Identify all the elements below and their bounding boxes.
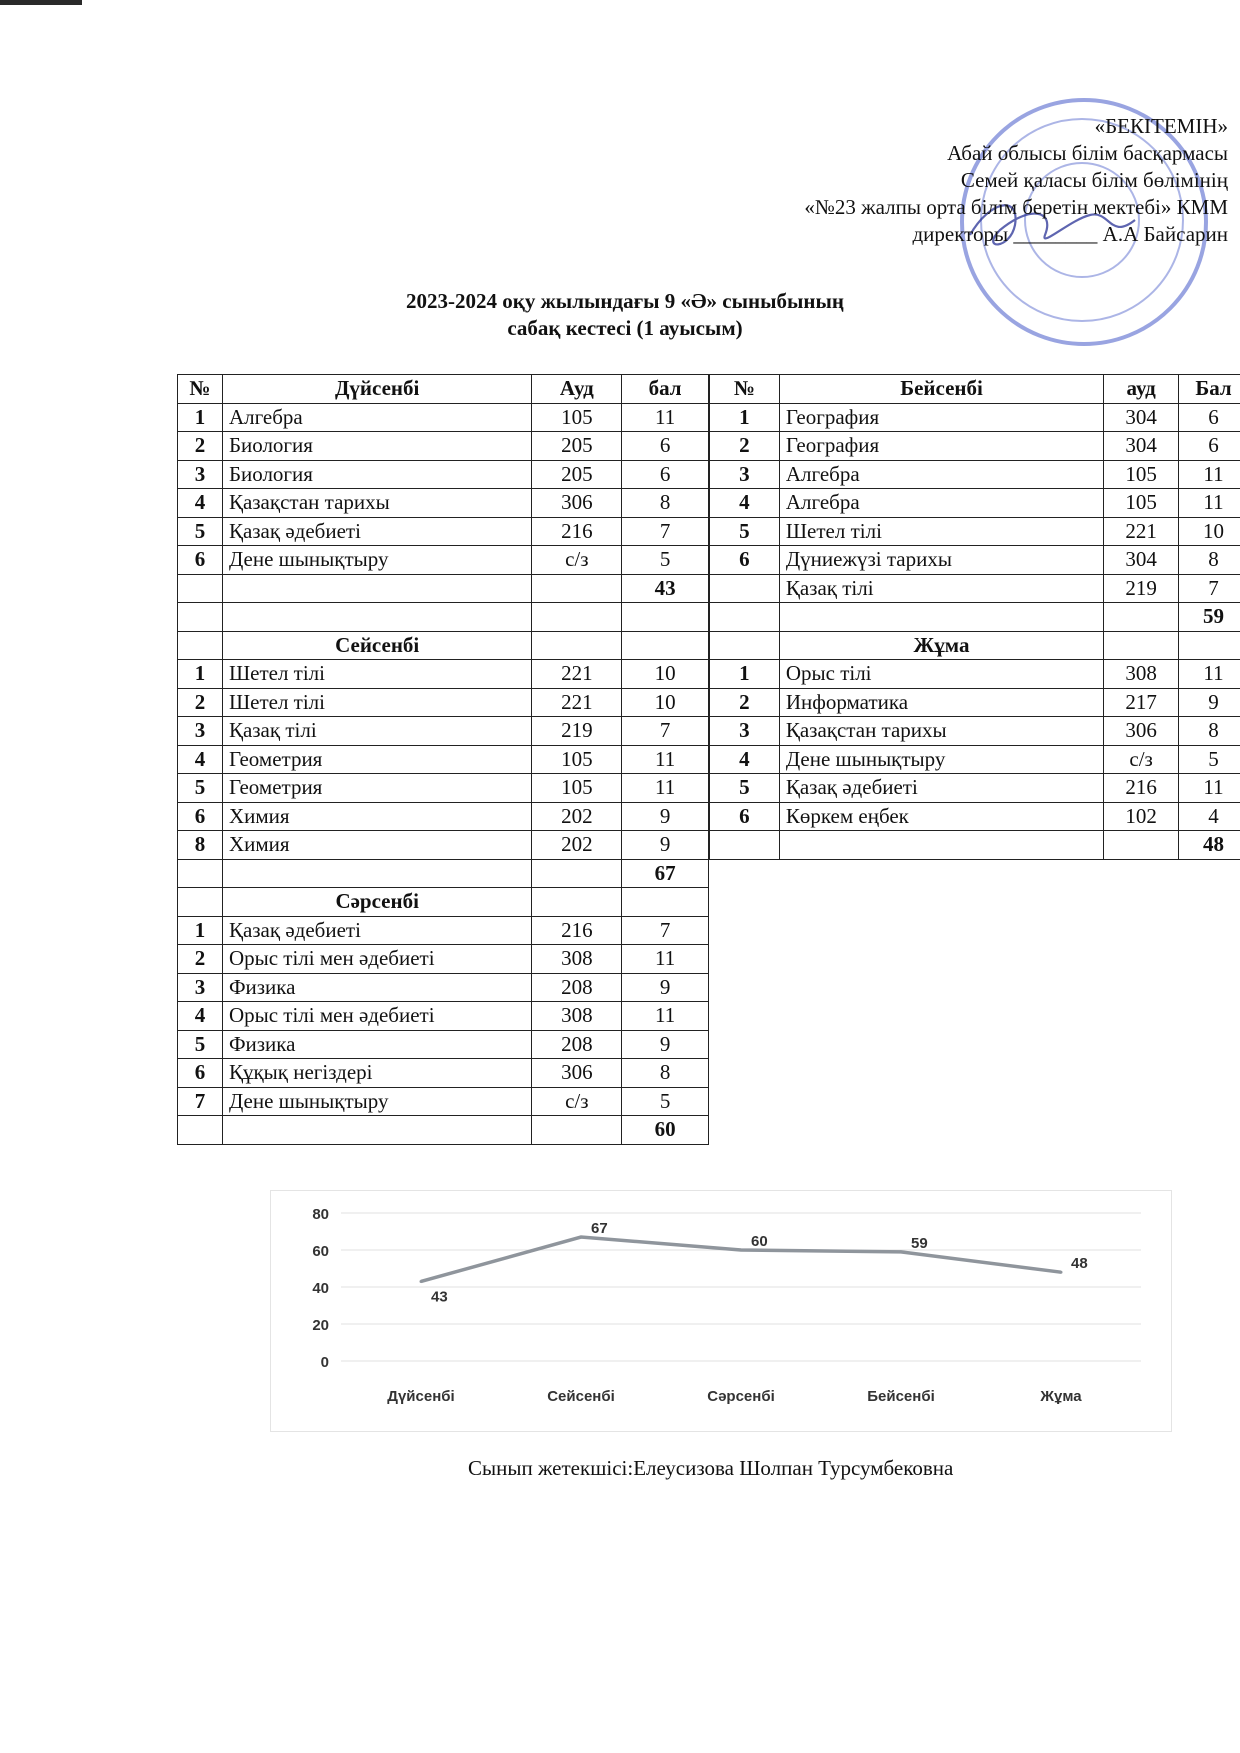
- lesson-number: 2: [178, 688, 223, 717]
- lesson-number: 1: [178, 660, 223, 689]
- empty-cell: [1104, 631, 1179, 660]
- lesson-row: [710, 403, 1240, 432]
- lesson-subject: Химия: [222, 802, 532, 831]
- empty-cell: [779, 603, 1103, 632]
- lesson-subject: Физика: [222, 973, 532, 1002]
- lesson-score: 9: [622, 1030, 709, 1059]
- column-header: Бал: [1179, 375, 1240, 404]
- lesson-row: [178, 489, 709, 518]
- lesson-score: 4: [1179, 802, 1240, 831]
- lesson-number: 6: [178, 546, 223, 575]
- day-total-score: 59: [1179, 603, 1240, 632]
- lesson-row: [178, 432, 709, 461]
- column-header: Дүйсенбі: [222, 375, 532, 404]
- empty-cell: [532, 1116, 622, 1145]
- lesson-subject: Дүниежүзі тарихы: [779, 546, 1103, 575]
- lesson-score: 10: [622, 660, 709, 689]
- lesson-subject: География: [779, 403, 1103, 432]
- lesson-score: 11: [622, 403, 709, 432]
- lesson-row: [178, 1002, 709, 1031]
- lesson-number: 2: [178, 945, 223, 974]
- day-total-score: 43: [622, 574, 709, 603]
- lesson-subject: Қазақ әдебиеті: [779, 774, 1103, 803]
- lesson-score: 7: [622, 717, 709, 746]
- lesson-subject: Алгебра: [779, 460, 1103, 489]
- lesson-number: 5: [710, 774, 780, 803]
- lesson-subject: Қазақстан тарихы: [779, 717, 1103, 746]
- column-header: Бейсенбі: [779, 375, 1103, 404]
- x-tick-label: Сейсенбі: [547, 1388, 615, 1405]
- lesson-room: 308: [1104, 660, 1179, 689]
- lesson-room: 102: [1104, 802, 1179, 831]
- data-label: 48: [1071, 1255, 1088, 1273]
- empty-cell: [622, 603, 709, 632]
- empty-cell: [622, 631, 709, 660]
- lesson-room: 306: [532, 1059, 622, 1088]
- lesson-row: [710, 774, 1240, 803]
- day-header-row: [178, 631, 709, 660]
- schedule-table-left: [177, 374, 709, 1145]
- lesson-number: 3: [710, 717, 780, 746]
- lesson-number: 2: [710, 688, 780, 717]
- lesson-subject: Дене шынықтыру: [222, 1087, 532, 1116]
- lesson-row: [710, 489, 1240, 518]
- lesson-score: 9: [622, 831, 709, 860]
- data-point: [1060, 1271, 1063, 1274]
- document-title: 2023-2024 оқу жылындағы 9 «Ә» сыныбының: [405, 289, 845, 313]
- lesson-room: 208: [532, 973, 622, 1002]
- lesson-room: 304: [1104, 432, 1179, 461]
- empty-cell: [178, 859, 223, 888]
- column-header: бал: [622, 375, 709, 404]
- empty-cell: [622, 888, 709, 917]
- lesson-subject: Дене шынықтыру: [222, 546, 532, 575]
- empty-cell: [532, 888, 622, 917]
- lesson-score: 11: [622, 945, 709, 974]
- lesson-room: 216: [532, 916, 622, 945]
- lesson-row: [178, 1087, 709, 1116]
- lesson-number: [710, 574, 780, 603]
- empty-cell: [222, 574, 532, 603]
- day-total-score: 48: [1179, 831, 1240, 860]
- lesson-room: 308: [532, 1002, 622, 1031]
- lesson-number: 6: [710, 546, 780, 575]
- lesson-number: 1: [178, 916, 223, 945]
- column-header: №: [178, 375, 223, 404]
- lesson-row: [178, 517, 709, 546]
- empty-cell: [1104, 831, 1179, 860]
- lesson-room: 306: [532, 489, 622, 518]
- lesson-score: 9: [622, 802, 709, 831]
- day-total-row: [178, 859, 709, 888]
- lesson-room: 217: [1104, 688, 1179, 717]
- lesson-score: 8: [622, 1059, 709, 1088]
- lesson-row: [178, 774, 709, 803]
- lesson-room: 308: [532, 945, 622, 974]
- day-total-row: [178, 574, 709, 603]
- lesson-number: 6: [178, 802, 223, 831]
- day-header-row: [178, 888, 709, 917]
- data-point: [420, 1280, 423, 1283]
- lesson-number: 4: [178, 489, 223, 518]
- lesson-number: 6: [710, 802, 780, 831]
- data-label: 59: [911, 1234, 928, 1252]
- lesson-room: 105: [532, 403, 622, 432]
- approval-department: Абай облысы білім басқармасы: [947, 141, 1228, 165]
- daily-load-line-chart: [270, 1190, 1172, 1432]
- approval-school: «№23 жалпы орта білім беретін мектебі» КММ: [804, 195, 1228, 219]
- lesson-room: 105: [532, 774, 622, 803]
- lesson-subject: Биология: [222, 432, 532, 461]
- lesson-score: 6: [1179, 432, 1240, 461]
- lesson-subject: Биология: [222, 460, 532, 489]
- column-header: №: [710, 375, 780, 404]
- empty-cell: [779, 831, 1103, 860]
- x-tick-label: Жұма: [1040, 1388, 1082, 1405]
- schedule-table-right: [709, 374, 1240, 860]
- lesson-score: 10: [622, 688, 709, 717]
- empty-cell: [178, 603, 223, 632]
- day-total-score: 67: [622, 859, 709, 888]
- lesson-room: с/з: [532, 1087, 622, 1116]
- empty-cell: [1104, 603, 1179, 632]
- lesson-room: 219: [1104, 574, 1179, 603]
- empty-cell: [222, 859, 532, 888]
- lesson-score: 11: [1179, 774, 1240, 803]
- y-tick-label: 80: [312, 1206, 329, 1223]
- column-header: ауд: [1104, 375, 1179, 404]
- lesson-number: 2: [710, 432, 780, 461]
- lesson-room: 304: [1104, 403, 1179, 432]
- y-tick-label: 40: [312, 1280, 329, 1297]
- lesson-number: 5: [178, 774, 223, 803]
- lesson-number: 4: [178, 1002, 223, 1031]
- lesson-subject: Алгебра: [222, 403, 532, 432]
- lesson-row: [178, 660, 709, 689]
- lesson-subject: Шетел тілі: [779, 517, 1103, 546]
- lesson-subject: Орыс тілі мен әдебиеті: [222, 945, 532, 974]
- empty-cell: [710, 831, 780, 860]
- lesson-room: 105: [532, 745, 622, 774]
- day-total-row: [710, 603, 1240, 632]
- empty-cell: [1179, 631, 1240, 660]
- lesson-score: 6: [622, 432, 709, 461]
- approval-director: директоры ________ А.А Байсарин: [912, 222, 1228, 246]
- lesson-row: [178, 1059, 709, 1088]
- approval-heading: «БЕКІТЕМІН»: [1094, 114, 1228, 138]
- empty-cell: [178, 888, 223, 917]
- x-tick-label: Дүйсенбі: [387, 1388, 455, 1405]
- lesson-score: 6: [1179, 403, 1240, 432]
- lesson-row: [710, 745, 1240, 774]
- lesson-subject: Шетел тілі: [222, 688, 532, 717]
- lesson-row: [710, 517, 1240, 546]
- day-name: Сәрсенбі: [222, 888, 532, 917]
- data-label: 67: [591, 1220, 608, 1238]
- lesson-room: 221: [532, 688, 622, 717]
- lesson-row: [178, 1030, 709, 1059]
- lesson-subject: География: [779, 432, 1103, 461]
- series-line: [421, 1234, 1061, 1281]
- y-tick-label: 0: [320, 1354, 329, 1371]
- lesson-number: 2: [178, 432, 223, 461]
- empty-cell: [222, 1116, 532, 1145]
- lesson-number: 3: [178, 717, 223, 746]
- lesson-subject: Дене шынықтыру: [779, 745, 1103, 774]
- lesson-row: [178, 460, 709, 489]
- lesson-row: [178, 945, 709, 974]
- lesson-subject: Қазақ тілі: [222, 717, 532, 746]
- approval-block: [804, 113, 1228, 248]
- lesson-subject: Қазақ әдебиеті: [222, 517, 532, 546]
- lesson-number: 4: [710, 489, 780, 518]
- lesson-number: 4: [710, 745, 780, 774]
- lesson-score: 5: [622, 546, 709, 575]
- lesson-room: 306: [1104, 717, 1179, 746]
- lesson-row: [178, 717, 709, 746]
- lesson-score: 11: [622, 1002, 709, 1031]
- lesson-room: 205: [532, 460, 622, 489]
- lesson-room: 221: [1104, 517, 1179, 546]
- lesson-room: 219: [532, 717, 622, 746]
- lesson-subject: Геометрия: [222, 774, 532, 803]
- lesson-subject: Орыс тілі: [779, 660, 1103, 689]
- lesson-score: 8: [1179, 546, 1240, 575]
- lesson-score: 11: [622, 745, 709, 774]
- lesson-row: [710, 688, 1240, 717]
- data-point: [900, 1250, 903, 1253]
- lesson-row: [710, 574, 1240, 603]
- lesson-score: 5: [622, 1087, 709, 1116]
- lesson-subject: Қазақ тілі: [779, 574, 1103, 603]
- empty-cell: [710, 603, 780, 632]
- x-tick-label: Бейсенбі: [867, 1388, 935, 1405]
- empty-cell: [532, 859, 622, 888]
- lesson-row: [710, 460, 1240, 489]
- approval-city-department: Семей қаласы білім бөлімінің: [960, 168, 1228, 192]
- table-header-row: [710, 375, 1240, 404]
- empty-cell: [532, 574, 622, 603]
- empty-cell: [178, 631, 223, 660]
- lesson-score: 7: [1179, 574, 1240, 603]
- lesson-score: 9: [622, 973, 709, 1002]
- day-total-row: [178, 1116, 709, 1145]
- lesson-room: 216: [1104, 774, 1179, 803]
- lesson-score: 7: [622, 916, 709, 945]
- lesson-row: [710, 660, 1240, 689]
- lesson-row: [710, 432, 1240, 461]
- empty-cell: [710, 631, 780, 660]
- empty-cell: [178, 1116, 223, 1145]
- data-label: 43: [431, 1288, 448, 1306]
- empty-cell: [532, 631, 622, 660]
- day-header-row: [710, 631, 1240, 660]
- lesson-score: 11: [1179, 489, 1240, 518]
- lesson-row: [178, 802, 709, 831]
- lesson-number: 1: [178, 403, 223, 432]
- empty-cell: [178, 574, 223, 603]
- lesson-number: 8: [178, 831, 223, 860]
- lesson-subject: Көркем еңбек: [779, 802, 1103, 831]
- lesson-number: 4: [178, 745, 223, 774]
- empty-cell: [532, 603, 622, 632]
- lesson-subject: Орыс тілі мен әдебиеті: [222, 1002, 532, 1031]
- lesson-room: 205: [532, 432, 622, 461]
- empty-cell: [222, 603, 532, 632]
- lesson-room: 208: [532, 1030, 622, 1059]
- lesson-number: 5: [178, 1030, 223, 1059]
- x-tick-label: Сәрсенбі: [707, 1388, 775, 1405]
- lesson-number: 7: [178, 1087, 223, 1116]
- lesson-score: 10: [1179, 517, 1240, 546]
- lesson-row: [178, 831, 709, 860]
- lesson-row: [710, 717, 1240, 746]
- lesson-subject: Информатика: [779, 688, 1103, 717]
- lesson-score: 6: [622, 460, 709, 489]
- day-total-row: [710, 831, 1240, 860]
- lesson-room: 105: [1104, 460, 1179, 489]
- lesson-score: 8: [1179, 717, 1240, 746]
- lesson-number: 3: [710, 460, 780, 489]
- lesson-number: 3: [178, 460, 223, 489]
- lesson-subject: Құқық негіздері: [222, 1059, 532, 1088]
- lesson-number: 1: [710, 403, 780, 432]
- lesson-subject: Қазақстан тарихы: [222, 489, 532, 518]
- day-name: Сейсенбі: [222, 631, 532, 660]
- lesson-subject: Физика: [222, 1030, 532, 1059]
- lesson-number: 5: [178, 517, 223, 546]
- lesson-room: 221: [532, 660, 622, 689]
- lesson-score: 8: [622, 489, 709, 518]
- lesson-subject: Алгебра: [779, 489, 1103, 518]
- lesson-number: 1: [710, 660, 780, 689]
- lesson-room: 304: [1104, 546, 1179, 575]
- lesson-subject: Химия: [222, 831, 532, 860]
- data-point: [580, 1236, 583, 1239]
- lesson-score: 5: [1179, 745, 1240, 774]
- column-header: Ауд: [532, 375, 622, 404]
- y-tick-label: 20: [312, 1317, 329, 1334]
- lesson-score: 11: [1179, 660, 1240, 689]
- lesson-subject: Қазақ әдебиеті: [222, 916, 532, 945]
- lesson-room: с/з: [532, 546, 622, 575]
- data-label: 60: [751, 1233, 768, 1250]
- lesson-row: [178, 546, 709, 575]
- lesson-number: 5: [710, 517, 780, 546]
- lesson-number: 6: [178, 1059, 223, 1088]
- corner-mark: [0, 0, 82, 5]
- class-teacher: Сынып жетекшісі:Елеусизова Шолпан Турсумбековна: [468, 1456, 954, 1480]
- table-header-row: [178, 375, 709, 404]
- day-name: Жұма: [779, 631, 1103, 660]
- data-point: [740, 1249, 743, 1252]
- lesson-row: [178, 745, 709, 774]
- lesson-subject: Шетел тілі: [222, 660, 532, 689]
- lesson-row: [178, 688, 709, 717]
- lesson-row: [178, 973, 709, 1002]
- lesson-score: 11: [1179, 460, 1240, 489]
- blank-row: [178, 603, 709, 632]
- lesson-row: [710, 802, 1240, 831]
- lesson-row: [178, 403, 709, 432]
- lesson-room: 105: [1104, 489, 1179, 518]
- lesson-row: [710, 546, 1240, 575]
- lesson-room: 216: [532, 517, 622, 546]
- lesson-score: 11: [622, 774, 709, 803]
- lesson-row: [178, 916, 709, 945]
- day-total-score: 60: [622, 1116, 709, 1145]
- lesson-number: 3: [178, 973, 223, 1002]
- lesson-room: 202: [532, 831, 622, 860]
- document-subtitle: сабақ кестесі (1 ауысым): [507, 316, 743, 340]
- lesson-score: 7: [622, 517, 709, 546]
- lesson-room: с/з: [1104, 745, 1179, 774]
- lesson-score: 9: [1179, 688, 1240, 717]
- y-tick-label: 60: [312, 1243, 329, 1260]
- lesson-subject: Геометрия: [222, 745, 532, 774]
- lesson-room: 202: [532, 802, 622, 831]
